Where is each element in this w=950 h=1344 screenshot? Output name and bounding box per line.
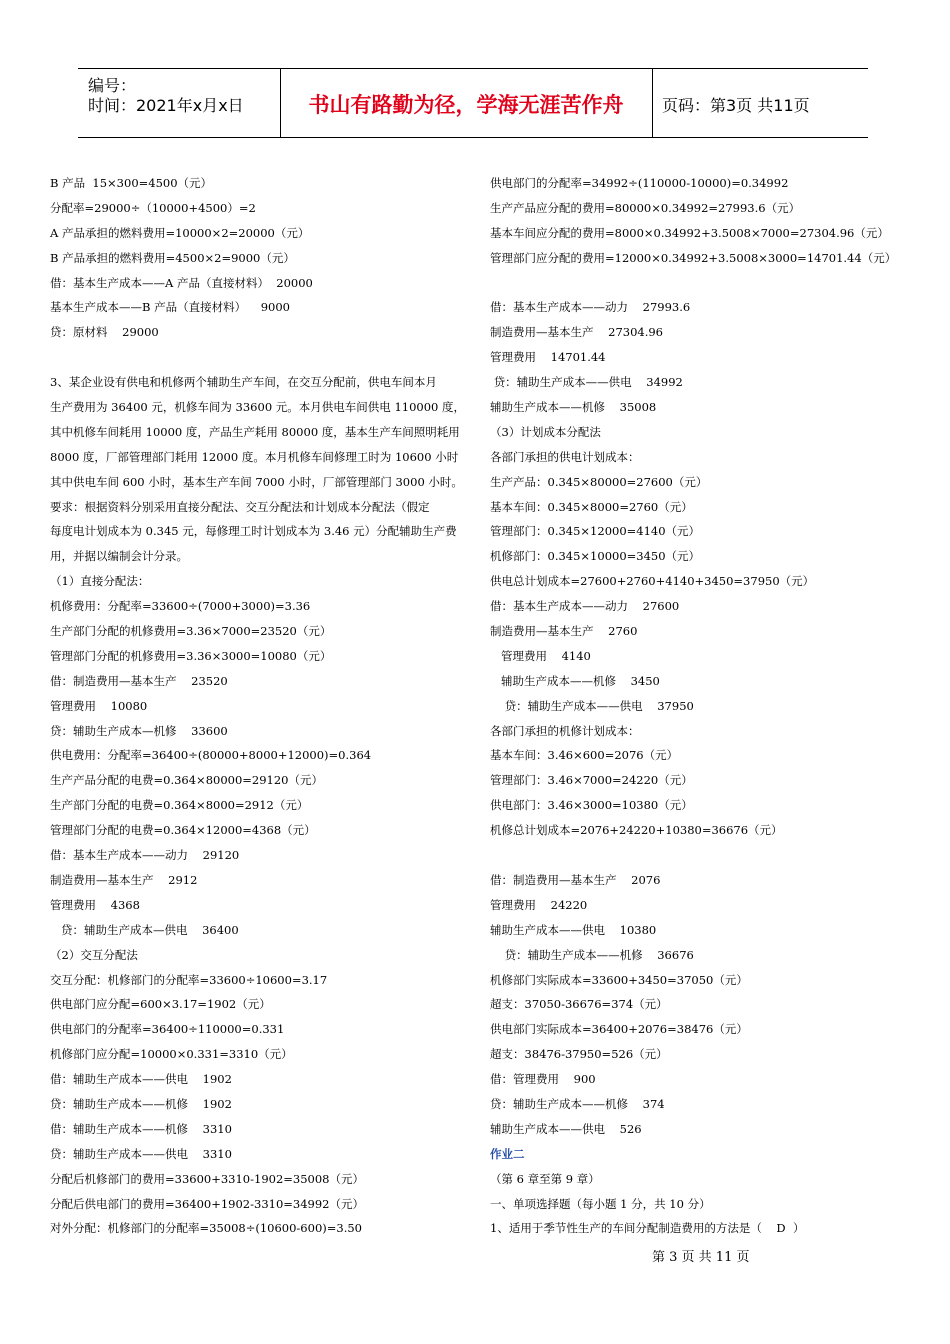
motto-text: 书山有路勤为径，学海无涯苦作舟 xyxy=(308,93,624,117)
text-line: 基本车间应分配的费用=8000×0.34992+3.5008×7000=27304.96（元） xyxy=(490,225,889,240)
header-page-label: 页码：第3页 共11页 xyxy=(662,96,810,115)
text-line: 贷：辅助生产成本——机修 374 xyxy=(490,1096,665,1111)
text-line: 生产部门分配的机修费用=3.36×7000=23520（元） xyxy=(50,624,332,639)
text-line: 借：基本生产成本——A 产品（直接材料） 20000 xyxy=(50,275,313,290)
text-line: 借：辅助生产成本——供电 1902 xyxy=(50,1072,232,1087)
text-line: （1）直接分配法： xyxy=(50,574,150,589)
text-line: 各部门承担的供电计划成本： xyxy=(490,449,640,464)
right-column xyxy=(490,171,900,1241)
text-line: 辅助生产成本——机修 35008 xyxy=(490,400,657,415)
text-line: B 产品承担的燃料费用=4500×2=9000（元） xyxy=(50,250,295,265)
text-line: 机修部门实际成本=33600+3450=37050（元） xyxy=(490,972,748,987)
text-line: 制造费用—基本生产 2912 xyxy=(50,872,198,887)
text-line: 生产产品：0.345×80000=27600（元） xyxy=(490,474,708,489)
text-line: 借：制造费用—基本生产 2076 xyxy=(490,872,661,887)
text-line: 供电部门的分配率=34992÷(110000-10000)=0.34992 xyxy=(490,176,789,190)
text-line: 生产产品分配的电费=0.364×80000=29120（元） xyxy=(50,773,323,788)
text-line: 贷：辅助生产成本——机修 36676 xyxy=(490,947,694,962)
text-line: 要求：根据资料分别采用直接分配法、交互分配法和计划成本分配法（假定 xyxy=(50,499,430,514)
text-line: B 产品 15×300=4500（元） xyxy=(50,176,213,190)
text-line: 制造费用—基本生产 27304.96 xyxy=(490,325,663,340)
text-line: 1、适用于季节性生产的车间分配制造费用的方法是（ D ） xyxy=(490,1221,805,1236)
text-line: A 产品承担的燃料费用=10000×2=20000（元） xyxy=(50,225,310,240)
text-line: 管理费用 4140 xyxy=(490,648,591,663)
text-line: 机修总计划成本=2076+24220+10380=36676（元） xyxy=(490,823,783,838)
text-line: 其中供电车间 600 小时，基本生产车间 7000 小时，厂部管理部门 3000 小时。 xyxy=(50,474,463,489)
text-line: 供电部门应分配=600×3.17=1902（元） xyxy=(50,997,271,1012)
text-line: 借：基本生产成本——动力 27993.6 xyxy=(490,300,691,315)
header-motto-cell xyxy=(280,69,653,137)
text-line: 辅助生产成本——供电 526 xyxy=(490,1121,642,1136)
text-line: 交互分配：机修部门的分配率=33600÷10600=3.17 xyxy=(50,972,328,987)
text-line: 基本生产成本——B 产品（直接材料） 9000 xyxy=(50,300,290,315)
text-line: 管理部门应分配的费用=12000×0.34992+3.5008×3000=14701.44（元） xyxy=(490,250,897,265)
serial-label: 编号： xyxy=(88,76,137,95)
left-column xyxy=(50,171,470,1241)
header-meta-cell xyxy=(78,69,281,137)
text-line: 供电部门实际成本=36400+2076=38476（元） xyxy=(490,1022,748,1037)
text-line: 一、单项选择题（每小题 1 分，共 10 分） xyxy=(490,1196,711,1211)
text-line: 分配后供电部门的费用=36400+1902-3310=34992（元） xyxy=(50,1196,364,1211)
text-line: 管理费用 14701.44 xyxy=(490,350,606,365)
page-footer: 第 3 页 共 11 页 xyxy=(652,1250,750,1265)
text-line: 贷：辅助生产成本—机修 33600 xyxy=(50,723,228,738)
text-line: 超支：38476-37950=526（元） xyxy=(490,1047,668,1062)
text-line: 生产部门分配的电费=0.364×8000=2912（元） xyxy=(50,798,309,813)
text-line: 供电总计划成本=27600+2760+4140+3450=37950（元） xyxy=(490,574,815,589)
text-line: 辅助生产成本——机修 3450 xyxy=(490,673,660,688)
text-line: 贷：辅助生产成本——供电 37950 xyxy=(490,698,694,713)
text-line: 生产费用为 36400 元，机修车间为 33600 元。本月供电车间供电 110000 度， xyxy=(50,400,465,415)
text-line xyxy=(490,271,900,296)
text-line: （3）计划成本分配法 xyxy=(490,424,601,439)
section-heading: 作业二 xyxy=(490,1146,525,1161)
text-line: 供电费用：分配率=36400÷(80000+8000+12000)=0.364 xyxy=(50,748,372,763)
text-line: 借：基本生产成本——动力 27600 xyxy=(490,599,680,614)
text-line: 贷：辅助生产成本——机修 1902 xyxy=(50,1096,232,1111)
text-line: 对外分配：机修部门的分配率=35008÷(10600-600)=3.50 xyxy=(50,1221,362,1236)
text-line: 制造费用—基本生产 2760 xyxy=(490,624,638,639)
text-line: 贷：辅助生产成本—供电 36400 xyxy=(50,922,239,937)
text-line: 3、某企业设有供电和机修两个辅助生产车间，在交互分配前，供电车间本月 xyxy=(50,375,437,390)
text-line: 借：管理费用 900 xyxy=(490,1072,596,1087)
text-line: 其中机修车间耗用 10000 度，产品生产耗用 80000 度，基本生产车间照明耗用 xyxy=(50,424,460,439)
text-line: 贷：原材料 29000 xyxy=(50,325,159,340)
text-line: 各部门承担的机修计划成本： xyxy=(490,723,640,738)
text-line: 生产产品应分配的费用=80000×0.34992=27993.6（元） xyxy=(490,200,801,215)
text-line: 借：辅助生产成本——机修 3310 xyxy=(50,1121,232,1136)
text-line: 基本车间：3.46×600=2076（元） xyxy=(490,748,679,763)
time-label: 时间：2021年x月x日 xyxy=(88,96,244,115)
text-line: 管理部门分配的机修费用=3.36×3000=10080（元） xyxy=(50,648,332,663)
text-line: 机修部门应分配=10000×0.331=3310（元） xyxy=(50,1047,293,1062)
text-line: 超支：37050-36676=374（元） xyxy=(490,997,668,1012)
text-line: 供电部门的分配率=36400÷110000=0.331 xyxy=(50,1022,285,1037)
text-line: 贷：辅助生产成本——供电 3310 xyxy=(50,1146,232,1161)
page-header xyxy=(78,68,868,138)
text-line: 供电部门：3.46×3000=10380（元） xyxy=(490,798,693,813)
text-line: 用，并据以编制会计分录。 xyxy=(50,549,188,564)
text-line: 贷：辅助生产成本——供电 34992 xyxy=(490,375,683,390)
header-page-cell xyxy=(652,69,868,137)
text-line: 管理费用 4368 xyxy=(50,897,140,912)
text-line: 辅助生产成本——供电 10380 xyxy=(490,922,657,937)
text-line: （2）交互分配法 xyxy=(50,947,138,962)
text-line: 管理部门分配的电费=0.364×12000=4368（元） xyxy=(50,823,316,838)
text-line: 管理费用 10080 xyxy=(50,698,148,713)
text-line: 机修部门：0.345×10000=3450（元） xyxy=(490,549,701,564)
text-line: （第 6 章至第 9 章） xyxy=(490,1171,600,1186)
text-line: 管理部门：3.46×7000=24220（元） xyxy=(490,773,693,788)
text-line: 管理部门：0.345×12000=4140（元） xyxy=(490,524,701,539)
text-line: 机修费用：分配率=33600÷(7000+3000)=3.36 xyxy=(50,599,311,614)
text-line: 基本车间：0.345×8000=2760（元） xyxy=(490,499,693,514)
text-line: 分配后机修部门的费用=33600+3310-1902=35008（元） xyxy=(50,1171,364,1186)
text-line: 借：基本生产成本——动力 29120 xyxy=(50,848,240,863)
text-line: 分配率=29000÷（10000+4500）=2 xyxy=(50,200,256,215)
text-line: 8000 度，厂部管理部门耗用 12000 度。本月机修车间修理工时为 10600 小时 xyxy=(50,449,459,464)
text-line: 借：制造费用—基本生产 23520 xyxy=(50,673,228,688)
text-line: 管理费用 24220 xyxy=(490,897,588,912)
text-line: 每度电计划成本为 0.345 元，每修理工时计划成本为 3.46 元）分配辅助生产费 xyxy=(50,524,457,539)
text-line xyxy=(490,843,900,868)
text-line xyxy=(50,345,470,370)
